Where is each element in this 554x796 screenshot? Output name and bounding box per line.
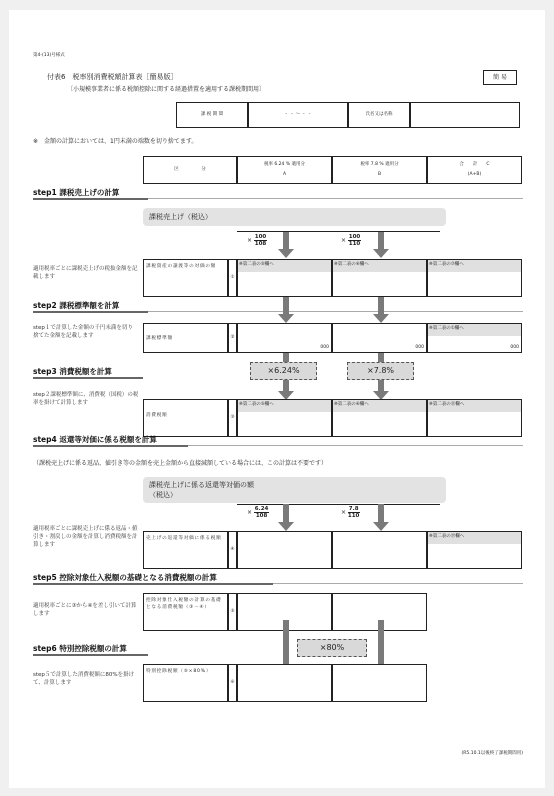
step2-rule bbox=[148, 311, 523, 312]
step4-note: （課税売上げに係る返品、値引き等の金額を売上金額から直接減額している場合には、この計算は不要です） bbox=[33, 460, 328, 467]
page-title: 税率別消費税額計算表［簡易版］ bbox=[72, 73, 178, 81]
row3-cell-c[interactable]: ※第二表の⑪欄へ bbox=[427, 399, 522, 437]
column-b-header: 税率 7.8 % 適用分 B bbox=[332, 156, 427, 184]
step1-title: step1 課税売上げの計算 bbox=[33, 188, 120, 197]
step6-title: step6 特別控除税額の計算 bbox=[33, 644, 127, 653]
row2-label: 課税標準額 bbox=[143, 323, 228, 353]
fraction-a: × $\frac{100}{108}$ bbox=[247, 234, 267, 247]
step2-underline bbox=[33, 311, 148, 313]
divider bbox=[237, 231, 345, 232]
footer-note: (R5.10.1以後終了課税期間用) bbox=[461, 751, 523, 756]
row4-label: 売上げの返還等対価に係る税額 bbox=[143, 531, 228, 569]
period-label: 課 税 期 間 bbox=[176, 102, 248, 128]
form-number: 第4-(13)号様式 bbox=[33, 53, 65, 58]
down-arrow-icon bbox=[376, 504, 386, 531]
row4-cell-a[interactable] bbox=[237, 531, 332, 569]
rate-b-multiplier: ×7.8% bbox=[347, 362, 414, 380]
row4-cell-b[interactable] bbox=[332, 531, 427, 569]
row3-number: ③ bbox=[228, 399, 237, 437]
step4-underline bbox=[33, 445, 188, 447]
rate-80-multiplier: ×80% bbox=[297, 639, 367, 657]
row2-cell-c[interactable]: ※第二表の①欄へ 000 bbox=[427, 323, 522, 353]
row5-number: ⑤ bbox=[228, 593, 237, 631]
row2-cell-a[interactable]: 000 bbox=[237, 323, 332, 353]
row6-label: 特別控除税額（⑤×80%） bbox=[143, 664, 228, 702]
row2-cell-b[interactable]: 000 bbox=[332, 323, 427, 353]
fraction-b: × $\frac{100}{110}$ bbox=[341, 234, 361, 247]
returns-box: 課税売上げに係る返還等対価の額（税込） bbox=[143, 477, 446, 503]
row1-label: 課税資産の譲渡等の対価の額 bbox=[143, 259, 228, 297]
step5-underline bbox=[33, 583, 273, 585]
step2-description: step１で計算した金額の千円未満を切り捨てた金額を記載します bbox=[33, 325, 133, 339]
column-a-header: 税率 6.24 % 適用分 A bbox=[237, 156, 332, 184]
down-arrow-icon bbox=[281, 297, 291, 323]
step6-underline bbox=[33, 654, 148, 656]
step4-description: 適用税率ごとに課税売上げに係る返品・値引き・割戻しの金額を計算し消費税額を計算します bbox=[33, 526, 138, 548]
row6-cell-a[interactable] bbox=[237, 664, 332, 702]
step2-title: step2 課税標準額を計算 bbox=[33, 301, 120, 310]
rate-a-multiplier: ×6.24% bbox=[250, 362, 317, 380]
row1-cell-c[interactable]: ※第二表の⑦欄へ bbox=[427, 259, 522, 297]
divider bbox=[237, 504, 345, 505]
row3-label: 消費税額 bbox=[143, 399, 228, 437]
down-arrow-icon bbox=[281, 504, 291, 531]
taxable-sales-box: 課税売上げ（税込） bbox=[143, 208, 446, 226]
row1-number: ① bbox=[228, 259, 237, 297]
step3-title: step3 消費税額を計算 bbox=[33, 367, 112, 376]
step5-description: 適用税率ごとに③から④を差し引いて計算します bbox=[33, 603, 137, 617]
down-arrow-icon bbox=[376, 297, 386, 323]
divider bbox=[332, 231, 440, 232]
row4-cell-c[interactable]: ※第二表の⑰欄へ bbox=[427, 531, 522, 569]
down-arrow-icon bbox=[281, 232, 291, 258]
row2-number: ② bbox=[228, 323, 237, 353]
row6-number: ⑥ bbox=[228, 664, 237, 702]
row1-cell-a[interactable]: ※第二表の⑤欄へ bbox=[237, 259, 332, 297]
step1-rule bbox=[148, 198, 523, 199]
simplified-stamp: 簡 易 bbox=[483, 70, 517, 85]
fraction-b: × $\frac{7.8}{110}$ bbox=[341, 506, 360, 519]
step6-description: step５で計算した消費税額に80%を掛けて、計算します bbox=[33, 672, 135, 686]
page-subtitle: 〔小規模事業者に係る税額控除に関する経過措置を適用する課税期間用〕 bbox=[67, 86, 266, 93]
row1-cell-b[interactable]: ※第二表の⑥欄へ bbox=[332, 259, 427, 297]
down-arrow-icon bbox=[376, 232, 386, 258]
step5-rule bbox=[273, 583, 523, 584]
rounding-note: ※ 金額の計算においては、1円未満の端数を切り捨てます。 bbox=[33, 138, 198, 145]
attachment-label: 付表6 税率別消費税額計算表［簡易版］ bbox=[47, 73, 178, 81]
row6-cell-b[interactable] bbox=[332, 664, 427, 702]
step1-description: 適用税率ごとに課税売上げの税抜金額を記載します bbox=[33, 266, 138, 280]
row4-number: ④ bbox=[228, 531, 237, 569]
name-field[interactable] bbox=[410, 102, 520, 128]
division-header: 区 分 bbox=[143, 156, 237, 184]
period-field[interactable]: ・ ・ ～ ・ ・ bbox=[248, 102, 348, 128]
step4-rule bbox=[188, 445, 523, 446]
row3-cell-b[interactable]: ※第二表の⑥欄へ bbox=[332, 399, 427, 437]
divider bbox=[332, 504, 440, 505]
step3-underline bbox=[33, 377, 143, 379]
name-label: 氏名又は名称 bbox=[348, 102, 410, 128]
step5-title: step5 控除対象仕入税額の基礎となる消費税額の計算 bbox=[33, 573, 217, 582]
row3-cell-a[interactable]: ※第二表の⑤欄へ bbox=[237, 399, 332, 437]
step3-description: step２課税標準額に、消費税（国税）の税率を掛けて計算します bbox=[33, 392, 139, 406]
column-c-header: 合 計 C (A+B) bbox=[427, 156, 522, 184]
row5-label: 控除対象仕入税額の計算の基礎となる消費税額（③－④） bbox=[143, 593, 228, 631]
step4-title: step4 返還等対価に係る税額を計算 bbox=[33, 435, 157, 444]
fraction-a: × $\frac{6.24}{108}$ bbox=[247, 506, 269, 519]
step1-underline bbox=[33, 198, 148, 200]
form-page bbox=[9, 10, 545, 788]
